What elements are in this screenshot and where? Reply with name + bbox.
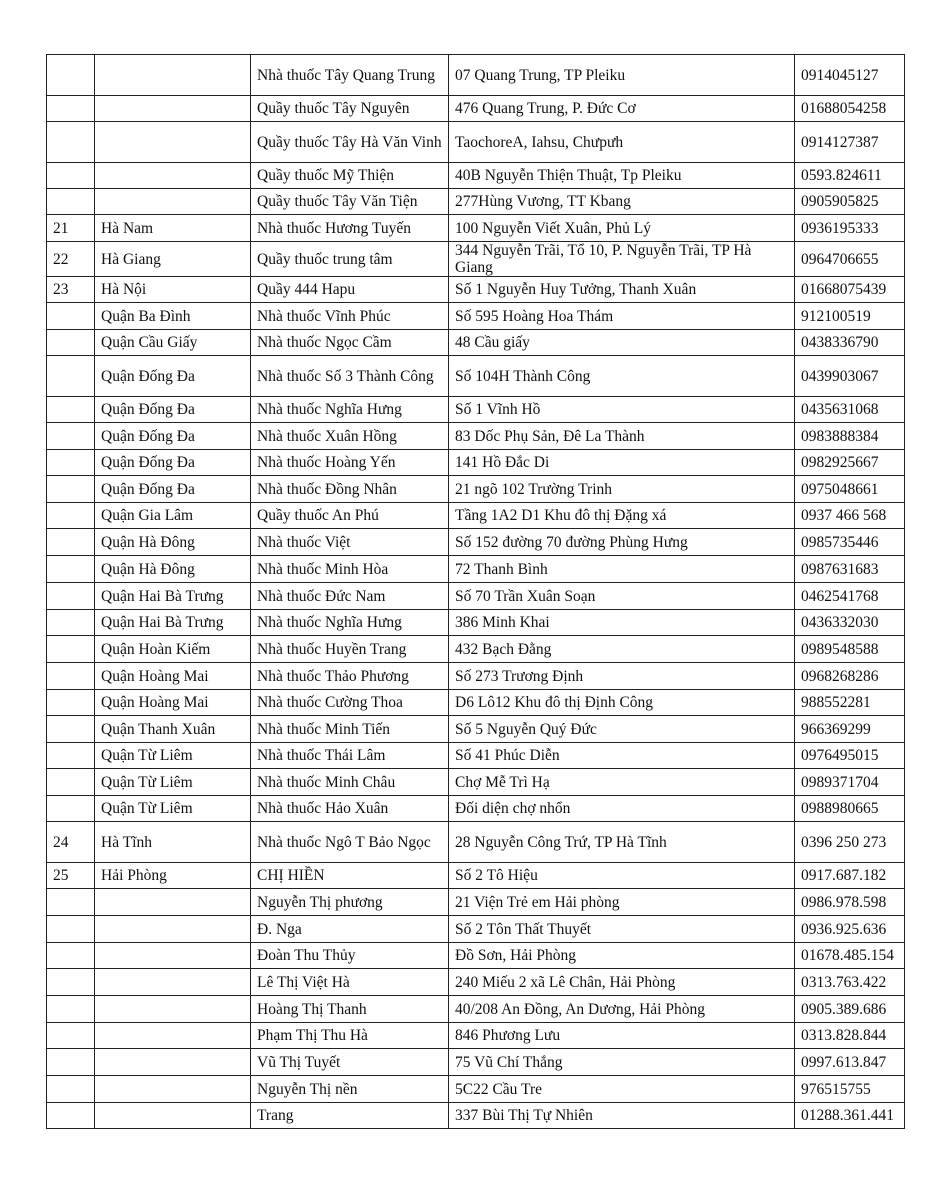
table-row [47, 122, 905, 163]
row-address: 386 Minh Khai [449, 610, 795, 636]
row-area: Quận Từ Liêm [95, 743, 251, 769]
row-area: Hà Nam [95, 215, 251, 242]
table-row [47, 330, 905, 356]
row-number [47, 303, 95, 330]
row-phone: 0964706655 [795, 242, 905, 277]
table-row [47, 690, 905, 716]
row-number [47, 529, 95, 556]
row-address: Số 2 Tô Hiệu [449, 863, 795, 889]
row-area [95, 122, 251, 163]
table-row [47, 716, 905, 743]
row-area: Hà Giang [95, 242, 251, 277]
row-number [47, 55, 95, 96]
row-number [47, 122, 95, 163]
row-name: Trang [251, 1103, 449, 1129]
row-address: 337 Bùi Thị Tự Nhiên [449, 1103, 795, 1129]
row-area: Hà Nội [95, 277, 251, 303]
row-area: Quận Đống Đa [95, 476, 251, 503]
row-area [95, 996, 251, 1023]
row-name: Quầy thuốc Tây Văn Tiện [251, 189, 449, 215]
row-address: Số 152 đường 70 đường Phùng Hưng [449, 529, 795, 556]
table-row [47, 476, 905, 503]
row-number [47, 610, 95, 636]
row-name: Quầy thuốc Mỹ Thiện [251, 163, 449, 189]
row-number [47, 636, 95, 663]
row-number [47, 423, 95, 450]
row-area: Quận Hoàng Mai [95, 663, 251, 690]
row-address: 83 Dốc Phụ Sản, Đê La Thành [449, 423, 795, 450]
row-name: CHỊ HIỀN [251, 863, 449, 889]
row-address: 21 Viện Trẻ em Hải phòng [449, 889, 795, 916]
table-row [47, 916, 905, 943]
table-row [47, 450, 905, 476]
row-name: Nguyễn Thị nền [251, 1076, 449, 1103]
row-address: 48 Cầu giấy [449, 330, 795, 356]
table-row [47, 743, 905, 769]
row-area: Quận Hà Đông [95, 529, 251, 556]
row-name: Nhà thuốc Đồng Nhân [251, 476, 449, 503]
row-phone: 0985735446 [795, 529, 905, 556]
table-row [47, 1076, 905, 1103]
table-row [47, 215, 905, 242]
row-number [47, 1076, 95, 1103]
row-area: Quận Ba Đình [95, 303, 251, 330]
row-phone: 0914045127 [795, 55, 905, 96]
row-address: 40/208 An Đồng, An Dương, Hải Phòng [449, 996, 795, 1023]
row-phone: 0936195333 [795, 215, 905, 242]
row-number [47, 583, 95, 610]
row-name: Nhà thuốc Ngô T Bảo Ngọc [251, 822, 449, 863]
row-name: Quầy thuốc trung tâm [251, 242, 449, 277]
row-area: Hải Phòng [95, 863, 251, 889]
row-number [47, 556, 95, 583]
row-name: Quầy thuốc An Phú [251, 503, 449, 529]
row-area [95, 943, 251, 969]
row-address: Số 1 Nguyễn Huy Tưởng, Thanh Xuân [449, 277, 795, 303]
row-phone: 0988980665 [795, 796, 905, 822]
row-number [47, 397, 95, 423]
row-number: 23 [47, 277, 95, 303]
row-name: Nhà thuốc Nghĩa Hưng [251, 397, 449, 423]
row-phone: 0989371704 [795, 769, 905, 796]
row-address: Đối diện chợ nhổn [449, 796, 795, 822]
row-address: Số 273 Trương Định [449, 663, 795, 690]
row-number [47, 1103, 95, 1129]
row-number: 21 [47, 215, 95, 242]
row-phone: 0975048661 [795, 476, 905, 503]
row-address: 28 Nguyễn Công Trứ, TP Hà Tĩnh [449, 822, 795, 863]
table-row [47, 303, 905, 330]
row-address: TaochoreA, Iahsu, Chưpưh [449, 122, 795, 163]
row-phone: 988552281 [795, 690, 905, 716]
row-address: Số 2 Tôn Thất Thuyết [449, 916, 795, 943]
row-phone: 0917.687.182 [795, 863, 905, 889]
row-phone: 0968268286 [795, 663, 905, 690]
row-area [95, 889, 251, 916]
row-phone: 0976495015 [795, 743, 905, 769]
row-address: Số 1 Vĩnh Hồ [449, 397, 795, 423]
row-area: Quận Đống Đa [95, 397, 251, 423]
row-name: Vũ Thị Tuyết [251, 1049, 449, 1076]
row-address: Số 5 Nguyễn Quý Đức [449, 716, 795, 743]
row-address: Chợ Mễ Trì Hạ [449, 769, 795, 796]
row-name: Nhà thuốc Hảo Xuân [251, 796, 449, 822]
table-row [47, 1023, 905, 1049]
row-phone: 0436332030 [795, 610, 905, 636]
row-address: 846 Phương Lưu [449, 1023, 795, 1049]
row-number [47, 189, 95, 215]
row-phone: 0983888384 [795, 423, 905, 450]
row-address: 07 Quang Trung, TP Pleiku [449, 55, 795, 96]
row-number [47, 916, 95, 943]
table-row [47, 1103, 905, 1129]
row-address: 75 Vũ Chí Thắng [449, 1049, 795, 1076]
row-name: Nhà thuốc Tây Quang Trung [251, 55, 449, 96]
row-name: Nhà thuốc Xuân Hồng [251, 423, 449, 450]
row-area [95, 96, 251, 122]
row-area: Quận Hà Đông [95, 556, 251, 583]
row-area [95, 1076, 251, 1103]
row-number: 22 [47, 242, 95, 277]
row-name: Nhà thuốc Ngọc Cầm [251, 330, 449, 356]
row-phone: 01688054258 [795, 96, 905, 122]
row-phone: 01668075439 [795, 277, 905, 303]
row-name: Nhà thuốc Cường Thoa [251, 690, 449, 716]
row-area: Quận Hoàng Mai [95, 690, 251, 716]
row-address: 40B Nguyễn Thiện Thuật, Tp Pleiku [449, 163, 795, 189]
row-address: 432 Bạch Đằng [449, 636, 795, 663]
row-name: Quầy thuốc Tây Nguyên [251, 96, 449, 122]
table-row [47, 943, 905, 969]
table-row [47, 529, 905, 556]
row-number [47, 1023, 95, 1049]
table-row [47, 663, 905, 690]
row-number [47, 503, 95, 529]
row-area [95, 189, 251, 215]
row-phone: 0986.978.598 [795, 889, 905, 916]
row-phone: 0987631683 [795, 556, 905, 583]
table-row [47, 610, 905, 636]
table-row [47, 556, 905, 583]
row-phone: 0435631068 [795, 397, 905, 423]
row-number [47, 356, 95, 397]
row-phone: 0982925667 [795, 450, 905, 476]
row-area [95, 916, 251, 943]
pharmacy-table [46, 54, 905, 1129]
row-address: D6 Lô12 Khu đô thị Định Công [449, 690, 795, 716]
row-phone: 01288.361.441 [795, 1103, 905, 1129]
row-number [47, 690, 95, 716]
row-phone: 976515755 [795, 1076, 905, 1103]
table-row [47, 1049, 905, 1076]
row-area: Hà Tĩnh [95, 822, 251, 863]
table-row [47, 863, 905, 889]
row-phone: 0438336790 [795, 330, 905, 356]
row-area [95, 969, 251, 996]
table-row [47, 636, 905, 663]
row-name: Nhà thuốc Hương Tuyến [251, 215, 449, 242]
table-row [47, 503, 905, 529]
row-number [47, 943, 95, 969]
row-name: Quầy 444 Hapu [251, 277, 449, 303]
row-phone: 966369299 [795, 716, 905, 743]
row-number [47, 450, 95, 476]
row-number [47, 330, 95, 356]
row-area [95, 55, 251, 96]
row-phone: 01678.485.154 [795, 943, 905, 969]
row-area: Quận Hai Bà Trưng [95, 610, 251, 636]
table-row [47, 969, 905, 996]
row-number [47, 663, 95, 690]
table-row [47, 769, 905, 796]
row-number [47, 96, 95, 122]
row-name: Đoàn Thu Thủy [251, 943, 449, 969]
row-area: Quận Gia Lâm [95, 503, 251, 529]
row-area: Quận Thanh Xuân [95, 716, 251, 743]
table-row [47, 822, 905, 863]
row-name: Nhà thuốc Đức Nam [251, 583, 449, 610]
row-address: 344 Nguyễn Trãi, Tổ 10, P. Nguyễn Trãi, TP Hà Giang [449, 242, 795, 277]
row-name: Nhà thuốc Thái Lâm [251, 743, 449, 769]
row-address: 476 Quang Trung, P. Đức Cơ [449, 96, 795, 122]
row-name: Nhà thuốc Minh Châu [251, 769, 449, 796]
row-number: 24 [47, 822, 95, 863]
row-number [47, 716, 95, 743]
row-name: Quầy thuốc Tây Hà Văn Vinh [251, 122, 449, 163]
table-row [47, 889, 905, 916]
row-phone: 0905905825 [795, 189, 905, 215]
row-number [47, 476, 95, 503]
row-name: Nguyễn Thị phương [251, 889, 449, 916]
row-name: Hoàng Thị Thanh [251, 996, 449, 1023]
row-phone: 0997.613.847 [795, 1049, 905, 1076]
row-name: Nhà thuốc Thảo Phương [251, 663, 449, 690]
row-area: Quận Từ Liêm [95, 796, 251, 822]
row-phone: 0989548588 [795, 636, 905, 663]
row-address: Số 104H Thành Công [449, 356, 795, 397]
row-area: Quận Đống Đa [95, 450, 251, 476]
table-row [47, 96, 905, 122]
row-address: 277Hùng Vương, TT Kbang [449, 189, 795, 215]
row-address: Tầng 1A2 D1 Khu đô thị Đặng xá [449, 503, 795, 529]
row-name: Phạm Thị Thu Hà [251, 1023, 449, 1049]
row-area: Quận Từ Liêm [95, 769, 251, 796]
row-area: Quận Cầu Giấy [95, 330, 251, 356]
row-phone: 0462541768 [795, 583, 905, 610]
row-number [47, 163, 95, 189]
row-number [47, 969, 95, 996]
table-row [47, 189, 905, 215]
row-phone: 0936.925.636 [795, 916, 905, 943]
row-name: Nhà thuốc Nghĩa Hưng [251, 610, 449, 636]
row-address: 141 Hồ Đắc Di [449, 450, 795, 476]
row-area: Quận Đống Đa [95, 423, 251, 450]
row-phone: 0593.824611 [795, 163, 905, 189]
row-address: 21 ngõ 102 Trường Trinh [449, 476, 795, 503]
row-address: 240 Miếu 2 xã Lê Chân, Hải Phòng [449, 969, 795, 996]
row-phone: 0313.763.422 [795, 969, 905, 996]
row-name: Nhà thuốc Việt [251, 529, 449, 556]
row-number: 25 [47, 863, 95, 889]
row-address: 5C22 Cầu Tre [449, 1076, 795, 1103]
row-area: Quận Hai Bà Trưng [95, 583, 251, 610]
table-row [47, 55, 905, 96]
row-area: Quận Hoàn Kiếm [95, 636, 251, 663]
row-name: Đ. Nga [251, 916, 449, 943]
table-body [47, 55, 905, 1129]
row-address: Số 595 Hoàng Hoa Thám [449, 303, 795, 330]
row-number [47, 1049, 95, 1076]
row-address: 72 Thanh Bình [449, 556, 795, 583]
row-address: 100 Nguyễn Viết Xuân, Phủ Lý [449, 215, 795, 242]
row-name: Nhà thuốc Số 3 Thành Công [251, 356, 449, 397]
row-name: Nhà thuốc Hoàng Yến [251, 450, 449, 476]
row-name: Nhà thuốc Minh Hòa [251, 556, 449, 583]
row-address: Số 41 Phúc Diễn [449, 743, 795, 769]
row-phone: 0396 250 273 [795, 822, 905, 863]
row-phone: 0914127387 [795, 122, 905, 163]
row-number [47, 889, 95, 916]
table-row [47, 423, 905, 450]
row-address: Số 70 Trần Xuân Soạn [449, 583, 795, 610]
row-area [95, 1103, 251, 1129]
row-area [95, 1049, 251, 1076]
row-name: Nhà thuốc Minh Tiến [251, 716, 449, 743]
row-name: Nhà thuốc Huyền Trang [251, 636, 449, 663]
row-phone: 0439903067 [795, 356, 905, 397]
row-number [47, 743, 95, 769]
row-phone: 912100519 [795, 303, 905, 330]
row-name: Nhà thuốc Vĩnh Phúc [251, 303, 449, 330]
row-area: Quận Đống Đa [95, 356, 251, 397]
row-phone: 0313.828.844 [795, 1023, 905, 1049]
row-phone: 0937 466 568 [795, 503, 905, 529]
table-row [47, 277, 905, 303]
table-row [47, 397, 905, 423]
table-row [47, 996, 905, 1023]
row-name: Lê Thị Việt Hà [251, 969, 449, 996]
table-row [47, 242, 905, 277]
row-area [95, 163, 251, 189]
table-row [47, 583, 905, 610]
table-row [47, 796, 905, 822]
row-address: Đồ Sơn, Hải Phòng [449, 943, 795, 969]
row-number [47, 796, 95, 822]
table-row [47, 163, 905, 189]
table-row [47, 356, 905, 397]
row-number [47, 769, 95, 796]
row-area [95, 1023, 251, 1049]
row-number [47, 996, 95, 1023]
row-phone: 0905.389.686 [795, 996, 905, 1023]
